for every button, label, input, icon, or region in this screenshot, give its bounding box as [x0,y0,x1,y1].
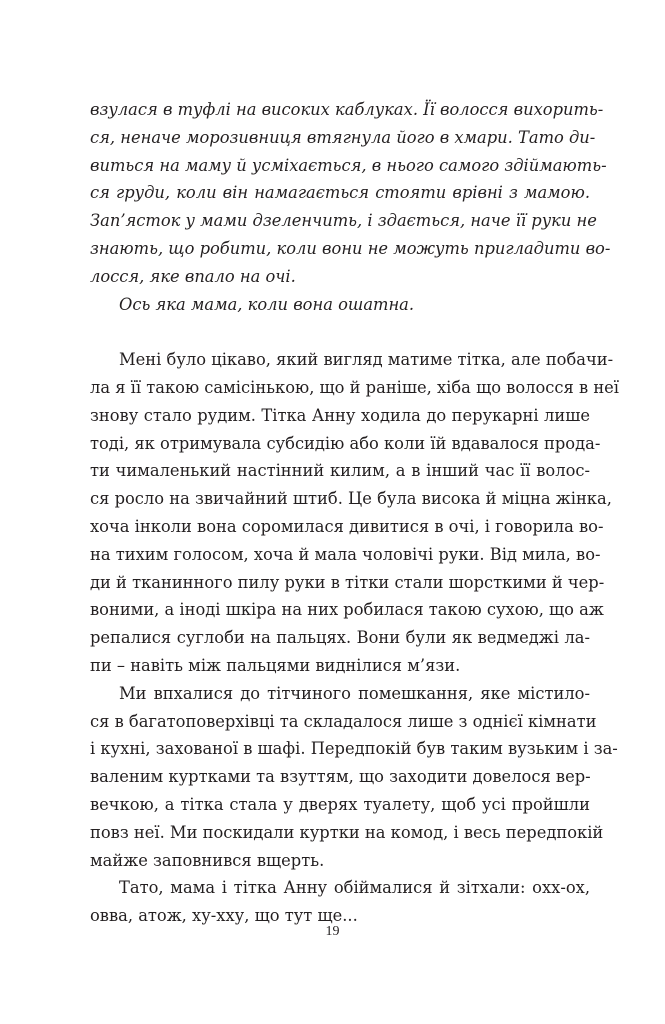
text-line: знають, що робити, коли вони не можуть пригладити во- [90,238,611,258]
text-line: ла я її такою самісінькою, що й раніше, хіба що волосся в неї [90,377,620,397]
text-line: лосся, яке впало на очі. [90,266,296,286]
italic-closing-paragraph [90,291,590,319]
text-line: взулася в туфлі на високих каблуках. Її волосся вихорить- [90,100,604,119]
text-line: хоча інколи вона соромилася дивитися в очі, і говорила во- [90,516,604,536]
text-line: ти чималенький настінний килим, а в інший час її волос- [90,461,590,481]
italic-paragraph [90,96,611,291]
section-break [90,318,590,346]
text-line: ся росло на звичайний штиб. Це була висока й міцна жінка, [90,489,612,509]
paragraph [90,680,618,875]
text-line: знову стало рудим. Тітка Анну ходила до перукарні лише [90,405,590,425]
page-number: 19 [325,924,340,939]
text-line: Ось яка мама, коли вона ошатна. [119,294,415,314]
text-line: Тато, мама і тітка Анну обіймалися й зітхали: охх-ох, [119,878,590,898]
text-line: ся в багатоповерхівці та складалося лише з однієї кімнати [90,711,597,731]
text-line: вечкою, а тітка стала у дверях туалету, щоб усі пройшли [90,794,590,814]
page-body [90,96,620,930]
paragraph [90,346,620,680]
text-line: майже заповнився вщерть. [90,850,325,870]
text-line: валеним куртками та взуттям, що заходити довелося вер- [90,767,591,787]
text-line: репалися суглоби на пальцях. Вони були як ведмеджі ла- [90,628,590,648]
paragraph [90,874,590,930]
text-line: пи – навіть між пальцями виднілися м’язи. [90,655,461,675]
text-line: Зап’ясток у мами дзеленчить, і здається, наче її руки не [90,211,597,231]
text-line: тоді, як отримувала субсидію або коли їй вдавалося прода- [90,433,601,453]
text-line: на тихим голосом, хоча й мала чоловічі руки. Від мила, во- [90,544,601,564]
text-line: Ми впхалися до тітчиного помешкання, яке містило- [119,683,590,703]
text-line: овва, атож, ху-хху, що тут ще... [90,906,358,926]
text-line: ди й тканинного пилу руки в тітки стали шорсткими й чер- [90,572,605,592]
text-line: ся, неначе морозивниця втягнула його в хмари. Тато ди- [90,127,596,147]
text-line: виться на маму й усміхається, в нього самого здіймають- [90,155,607,175]
text-line: воними, а іноді шкіра на них робилася такою сухою, що аж [90,600,604,620]
text-line: ся груди, коли він намагається стояти врівні з мамою. [90,183,590,203]
text-line: Мені було цікаво, який вигляд матиме тітка, але побачи- [119,350,614,370]
text-line: повз неї. Ми поскидали куртки на комод, і весь передпокій [90,822,604,842]
text-line: і кухні, захованої в шафі. Передпокій був таким вузьким і за- [90,739,618,759]
